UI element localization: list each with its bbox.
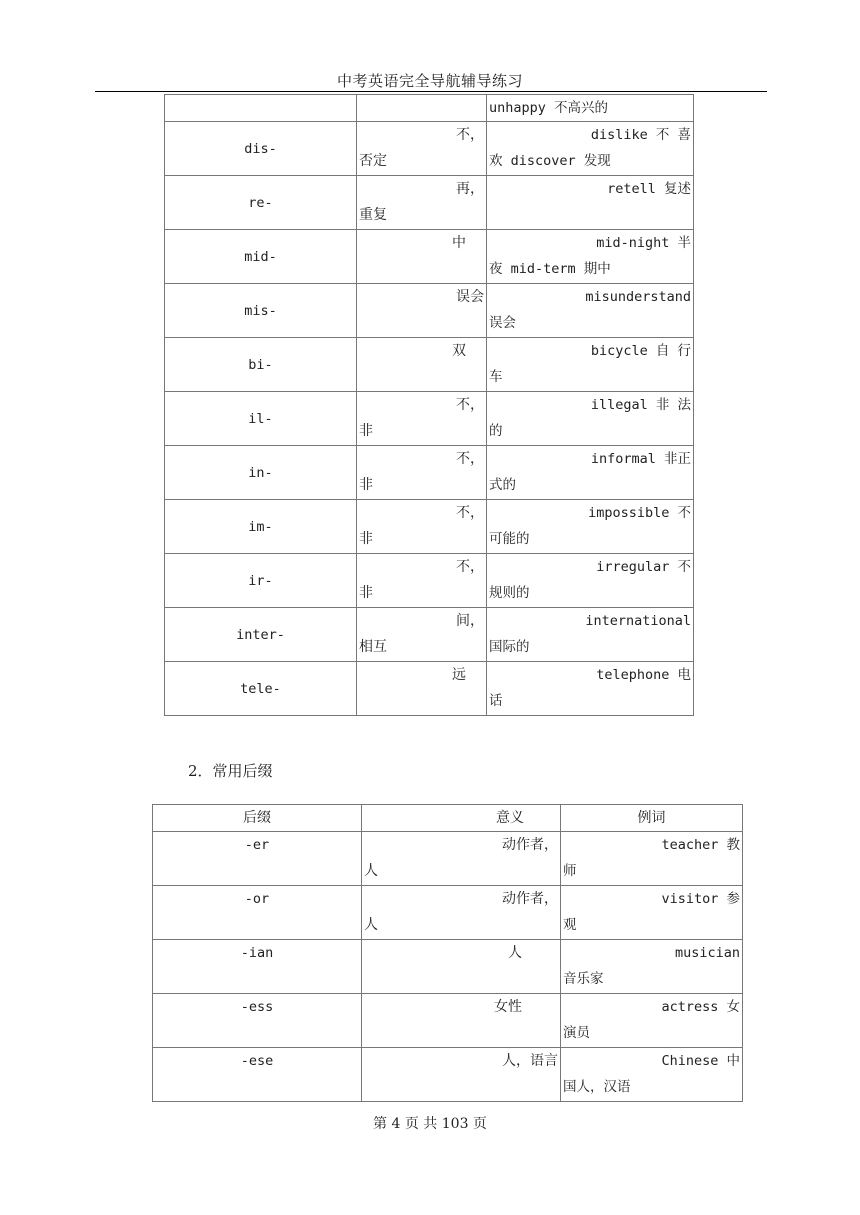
prefix-text: tele- <box>240 681 281 697</box>
prefix-text: ir- <box>248 573 273 589</box>
meaning-line: 不， <box>456 127 484 143</box>
meaning-line: 非 <box>359 585 373 601</box>
example-cell <box>487 608 694 662</box>
meaning-cell <box>362 940 561 994</box>
meaning-cell <box>357 392 487 446</box>
example-cell <box>487 230 694 284</box>
example-line: Chinese 中 <box>661 1053 740 1069</box>
prefix-table <box>164 94 694 716</box>
prefix-text: in- <box>248 465 273 481</box>
prefix-cell <box>165 284 357 338</box>
example-cell <box>561 886 743 940</box>
example-line: illegal 非 法 <box>590 397 691 413</box>
meaning-line: 动作者， <box>502 891 558 907</box>
table-row <box>165 284 694 338</box>
meaning-line: 动作者， <box>502 837 558 853</box>
meaning-cell <box>357 500 487 554</box>
example-line: 式的 <box>489 477 516 493</box>
prefix-text: inter- <box>236 627 285 643</box>
table-row <box>165 446 694 500</box>
meaning-cell <box>357 608 487 662</box>
example-line: retell 复述 <box>607 181 691 197</box>
prefix-text: im- <box>248 519 273 535</box>
meaning-line: 人，语言 <box>502 1053 558 1069</box>
example-line: musician <box>674 945 740 961</box>
section-heading: 2．常用后缀 <box>188 762 273 780</box>
table-row <box>165 500 694 554</box>
meaning-line: 双 <box>452 343 466 359</box>
table-row <box>153 832 743 886</box>
prefix-cell <box>165 338 357 392</box>
table-row <box>153 1048 743 1102</box>
page-header-title: 中考英语完全导航辅导练习 <box>336 72 523 90</box>
table-row <box>165 608 694 662</box>
meaning-line: 不， <box>456 397 484 413</box>
table-row <box>165 554 694 608</box>
meaning-cell <box>357 122 487 176</box>
example-cell <box>487 446 694 500</box>
example-cell <box>487 338 694 392</box>
meaning-line: 不， <box>456 451 484 467</box>
meaning-line: 非 <box>359 423 373 439</box>
example-line: actress 女 <box>661 999 740 1015</box>
meaning-line: 非 <box>359 477 373 493</box>
example-line: 演员 <box>563 1025 590 1041</box>
example-line: international <box>585 613 691 629</box>
example-line: informal 非正 <box>590 451 691 467</box>
meaning-line: 重复 <box>359 207 387 223</box>
example-line: visitor 参 <box>661 891 740 907</box>
table-row <box>153 994 743 1048</box>
header-rule <box>95 91 767 92</box>
meaning-cell <box>357 662 487 716</box>
meaning-line: 非 <box>359 531 373 547</box>
prefix-cell <box>165 176 357 230</box>
column-header-example: 例词 <box>561 805 743 832</box>
example-cell <box>487 284 694 338</box>
prefix-text: bi- <box>248 357 273 373</box>
example-line: 观 <box>563 917 577 933</box>
column-header-meaning: 意义 <box>362 805 561 832</box>
meaning-line: 中 <box>452 235 466 251</box>
prefix-cell <box>165 446 357 500</box>
meaning-line: 人 <box>508 945 522 961</box>
example-line: 误会 <box>489 315 516 331</box>
meaning-cell <box>362 1048 561 1102</box>
example-line: 车 <box>489 369 503 385</box>
example-line: bicycle 自 行 <box>590 343 691 359</box>
meaning-line: 女性 <box>494 999 522 1015</box>
example-line: 的 <box>489 423 503 439</box>
meaning-cell <box>357 446 487 500</box>
prefix-cell <box>165 662 357 716</box>
example-cell <box>561 1048 743 1102</box>
prefix-cell <box>165 95 357 122</box>
meaning-line: 间， <box>456 613 484 629</box>
suffix-table <box>152 804 743 1102</box>
prefix-cell <box>165 554 357 608</box>
example-line: 国人，汉语 <box>563 1079 631 1095</box>
example-cell <box>487 392 694 446</box>
example-line: impossible 不 <box>588 505 691 521</box>
table-row <box>165 230 694 284</box>
prefix-cell <box>165 230 357 284</box>
meaning-line: 再， <box>456 181 484 197</box>
table-row <box>165 122 694 176</box>
example-line: telephone 电 <box>596 667 691 683</box>
meaning-cell <box>357 230 487 284</box>
example-cell <box>487 122 694 176</box>
suffix-cell: -ian <box>153 940 362 994</box>
example-line: 师 <box>563 863 577 879</box>
meaning-cell <box>357 176 487 230</box>
example-cell <box>487 662 694 716</box>
prefix-text: re- <box>248 195 273 211</box>
meaning-line: 不， <box>456 505 484 521</box>
example-line: dislike 不 喜 <box>590 127 691 143</box>
meaning-line: 否定 <box>359 153 387 169</box>
table-row <box>153 940 743 994</box>
example-line: 国际的 <box>489 639 530 655</box>
prefix-cell <box>165 608 357 662</box>
meaning-line: 误会 <box>456 289 484 305</box>
table-header-row <box>153 805 743 832</box>
example-cell <box>487 176 694 230</box>
prefix-text: dis- <box>244 141 277 157</box>
example-line: 可能的 <box>489 531 530 547</box>
meaning-line: 相互 <box>359 639 387 655</box>
example-line: irregular 不 <box>596 559 691 575</box>
suffix-cell: -ess <box>153 994 362 1048</box>
example-cell <box>561 940 743 994</box>
table-row <box>153 886 743 940</box>
suffix-cell: -ese <box>153 1048 362 1102</box>
meaning-cell <box>357 554 487 608</box>
meaning-line: 不， <box>456 559 484 575</box>
example-line: 话 <box>489 693 503 709</box>
example-cell <box>487 500 694 554</box>
example-cell <box>561 832 743 886</box>
example-line: teacher 教 <box>661 837 740 853</box>
table-row <box>165 662 694 716</box>
column-header-suffix: 后缀 <box>153 805 362 832</box>
meaning-cell <box>357 95 487 122</box>
table-row <box>165 95 694 122</box>
page-footer: 第 4 页 共 103 页 <box>373 1116 487 1132</box>
suffix-cell: -er <box>153 832 362 886</box>
example-cell: unhappy 不高兴的 <box>487 95 694 122</box>
meaning-cell <box>362 886 561 940</box>
meaning-cell <box>357 284 487 338</box>
meaning-cell <box>357 338 487 392</box>
suffix-cell: -or <box>153 886 362 940</box>
meaning-cell <box>362 994 561 1048</box>
prefix-text: mid- <box>244 249 277 265</box>
example-line: 音乐家 <box>563 971 604 987</box>
meaning-cell <box>362 832 561 886</box>
example-cell <box>487 554 694 608</box>
prefix-text: il- <box>248 411 273 427</box>
table-row <box>165 176 694 230</box>
prefix-cell <box>165 122 357 176</box>
example-line: 规则的 <box>489 585 530 601</box>
example-line: 夜 mid-term 期中 <box>489 261 611 277</box>
meaning-line: 远 <box>452 667 466 683</box>
meaning-line: 人 <box>364 863 378 879</box>
prefix-text: mis- <box>244 303 277 319</box>
example-cell <box>561 994 743 1048</box>
example-line: 欢 discover 发现 <box>489 153 611 169</box>
example-line: mid-night 半 <box>596 235 691 251</box>
prefix-cell <box>165 392 357 446</box>
table-row <box>165 338 694 392</box>
table-row <box>165 392 694 446</box>
example-line: misunderstand <box>585 289 691 305</box>
meaning-line: 人 <box>364 917 378 933</box>
prefix-cell <box>165 500 357 554</box>
